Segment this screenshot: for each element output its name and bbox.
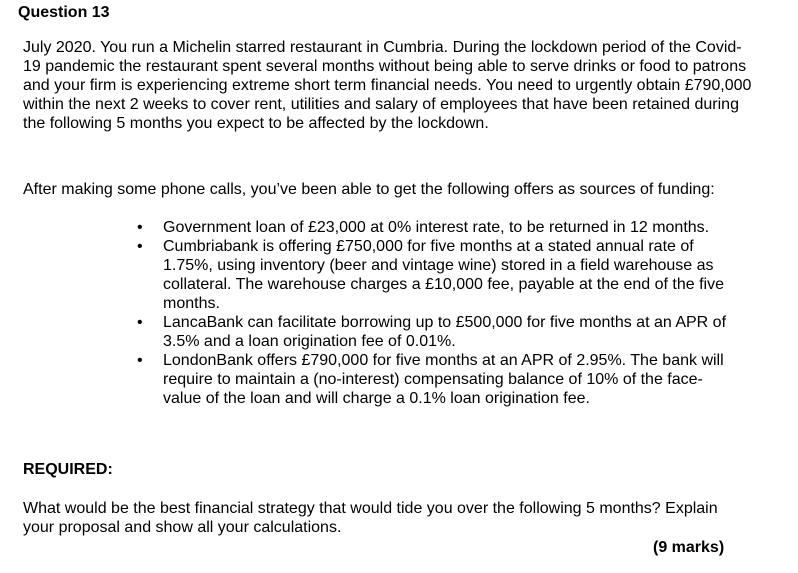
offers-list [135,218,735,408]
question-title: Question 13 [18,4,110,21]
bullet-icon: • [137,352,143,369]
offers-intro: After making some phone calls, you’ve been able to get the following offers as sources of funding: [23,181,715,198]
question-text: What would be the best financial strategy that would tide you over the following 5 months? Explain your proposal and show all your calculations. [23,500,718,536]
offer-item-lancabank [135,313,735,351]
bullet-icon: • [137,238,143,255]
marks-label: (9 marks) [653,539,725,556]
offer-item-cumbriabank [135,237,735,313]
bullet-icon: • [137,219,143,236]
offer-item-government [135,218,735,237]
intro-paragraph: July 2020. You run a Michelin starred restaurant in Cumbria. During the lockdown period of the Covid-19 pandemic the restaurant spent several months without being able to serve drinks or food to patrons and your firm is experiencing extreme short term financial needs. You need to urgently obtain £790,000 within the next 2 weeks to cover rent, utilities and salary of employees that have been retained during the following 5 months you expect to be affected by the lockdown. [23,39,752,132]
offer-text: Government loan of £23,000 at 0% interest rate, to be returned in 12 months. [163,219,710,236]
offer-item-londonbank [135,351,735,408]
bullet-icon: • [137,314,143,331]
offer-text: LancaBank can facilitate borrowing up to £500,000 for five months at an APR of 3.5% and a loan origination fee of 0.01%. [163,314,727,350]
required-heading: REQUIRED: [23,461,113,478]
offer-text: LondonBank offers £790,000 for five months at an APR of 2.95%. The bank will require to maintain a (no-interest) compensating balance of 10% of the face-value of the loan and will charge a 0.1% loan origination fee. [163,352,724,407]
offer-text: Cumbriabank is offering £750,000 for five months at a stated annual rate of 1.75%, using inventory (beer and vintage wine) stored in a field warehouse as collateral. The warehouse charges a £10,000 fee, payable at the end of the five months. [163,238,724,312]
